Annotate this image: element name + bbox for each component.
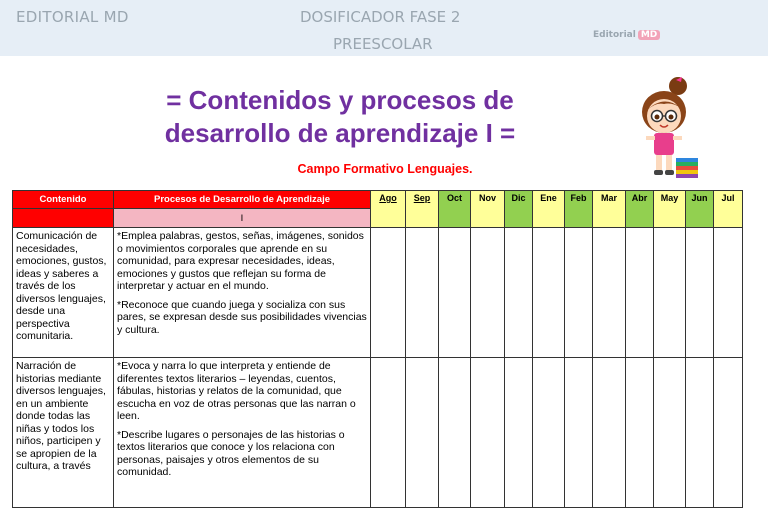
month-header: Jul <box>714 191 743 228</box>
month-cell[interactable] <box>505 228 533 358</box>
procesos-cell <box>114 358 371 508</box>
month-cell[interactable] <box>471 228 505 358</box>
month-header: Mar <box>593 191 626 228</box>
header-procesos-sub: I <box>114 209 371 228</box>
title-line-1: = Contenidos y procesos de <box>166 85 514 115</box>
month-header: Jun <box>686 191 714 228</box>
month-cell[interactable] <box>686 228 714 358</box>
page-header-band <box>0 0 768 56</box>
month-header: Nov <box>471 191 505 228</box>
editorial-logo <box>593 30 660 40</box>
proceso-item: *Reconoce que cuando juega y socializa con sus pares, se expresan desde sus posibilidades vivencias y cultura. <box>117 298 367 336</box>
editorial-name: EDITORIAL MD <box>16 8 129 26</box>
campo-formativo-subtitle: Campo Formativo Lenguajes. <box>297 162 473 176</box>
month-cell[interactable] <box>505 358 533 508</box>
month-cell[interactable] <box>593 228 626 358</box>
month-cell[interactable] <box>714 358 743 508</box>
logo-badge: MD <box>638 30 660 40</box>
girl-illustration <box>626 76 702 180</box>
document-title: DOSIFICADOR FASE 2 <box>300 8 461 26</box>
month-cell[interactable] <box>593 358 626 508</box>
month-header: Ene <box>533 191 565 228</box>
month-header: Oct <box>439 191 471 228</box>
month-header: Dic <box>505 191 533 228</box>
page-title <box>100 84 580 150</box>
proceso-item: *Emplea palabras, gestos, señas, imágenes, sonidos o movimientos corporales que aprende en su comunidad, para expresar necesidades, ideas, emociones y gustos que reflejan su forma de interpretar y actuar en el mundo. <box>117 230 364 292</box>
month-cell[interactable] <box>371 358 406 508</box>
month-header: May <box>654 191 686 228</box>
contenido-cell: Comunicación de necesidades, emociones, gustos, ideas y saberes a través de los diversos lenguajes, desde una perspectiva comunitaria. <box>13 228 114 358</box>
month-cell[interactable] <box>439 228 471 358</box>
month-header: Abr <box>626 191 654 228</box>
header-contenido-sub <box>13 209 114 228</box>
month-cell[interactable] <box>533 228 565 358</box>
contenido-cell: Narración de historias mediante diversos lenguajes, en un ambiente donde todas las niñas y todos los niños, participen y se apropien de la cultura, a través <box>13 358 114 508</box>
month-header: Ago <box>371 191 406 228</box>
logo-text: Editorial <box>593 30 636 40</box>
month-cell[interactable] <box>565 228 593 358</box>
month-cell[interactable] <box>626 228 654 358</box>
month-cell[interactable] <box>533 358 565 508</box>
month-cell[interactable] <box>406 228 439 358</box>
proceso-item: *Evoca y narra lo que interpreta y entiende de diferentes textos literarios – leyendas, cuentos, fábulas, historias y relatos de la comunidad, que escucha en voz de otras personas que las narran o leen. <box>117 360 356 422</box>
dosificador-table <box>12 190 743 508</box>
month-cell[interactable] <box>406 358 439 508</box>
header-contenido: Contenido <box>13 191 114 209</box>
month-header: Feb <box>565 191 593 228</box>
month-cell[interactable] <box>471 358 505 508</box>
header-procesos: Procesos de Desarrollo de Aprendizaje <box>114 191 371 209</box>
month-cell[interactable] <box>654 358 686 508</box>
document-level: PREESCOLAR <box>333 35 433 53</box>
month-cell[interactable] <box>686 358 714 508</box>
month-cell[interactable] <box>439 358 471 508</box>
month-cell[interactable] <box>371 228 406 358</box>
month-cell[interactable] <box>565 358 593 508</box>
month-header: Sep <box>406 191 439 228</box>
month-cell[interactable] <box>714 228 743 358</box>
table-row <box>13 228 743 358</box>
procesos-cell <box>114 228 371 358</box>
proceso-item: *Describe lugares o personajes de las historias o textos literarios que conoce y los relaciona con personas, paisajes y otros elementos de su comunidad. <box>117 428 345 478</box>
table-row <box>13 358 743 508</box>
title-line-2: desarrollo de aprendizaje I = <box>164 118 516 148</box>
month-cell[interactable] <box>654 228 686 358</box>
month-cell[interactable] <box>626 358 654 508</box>
